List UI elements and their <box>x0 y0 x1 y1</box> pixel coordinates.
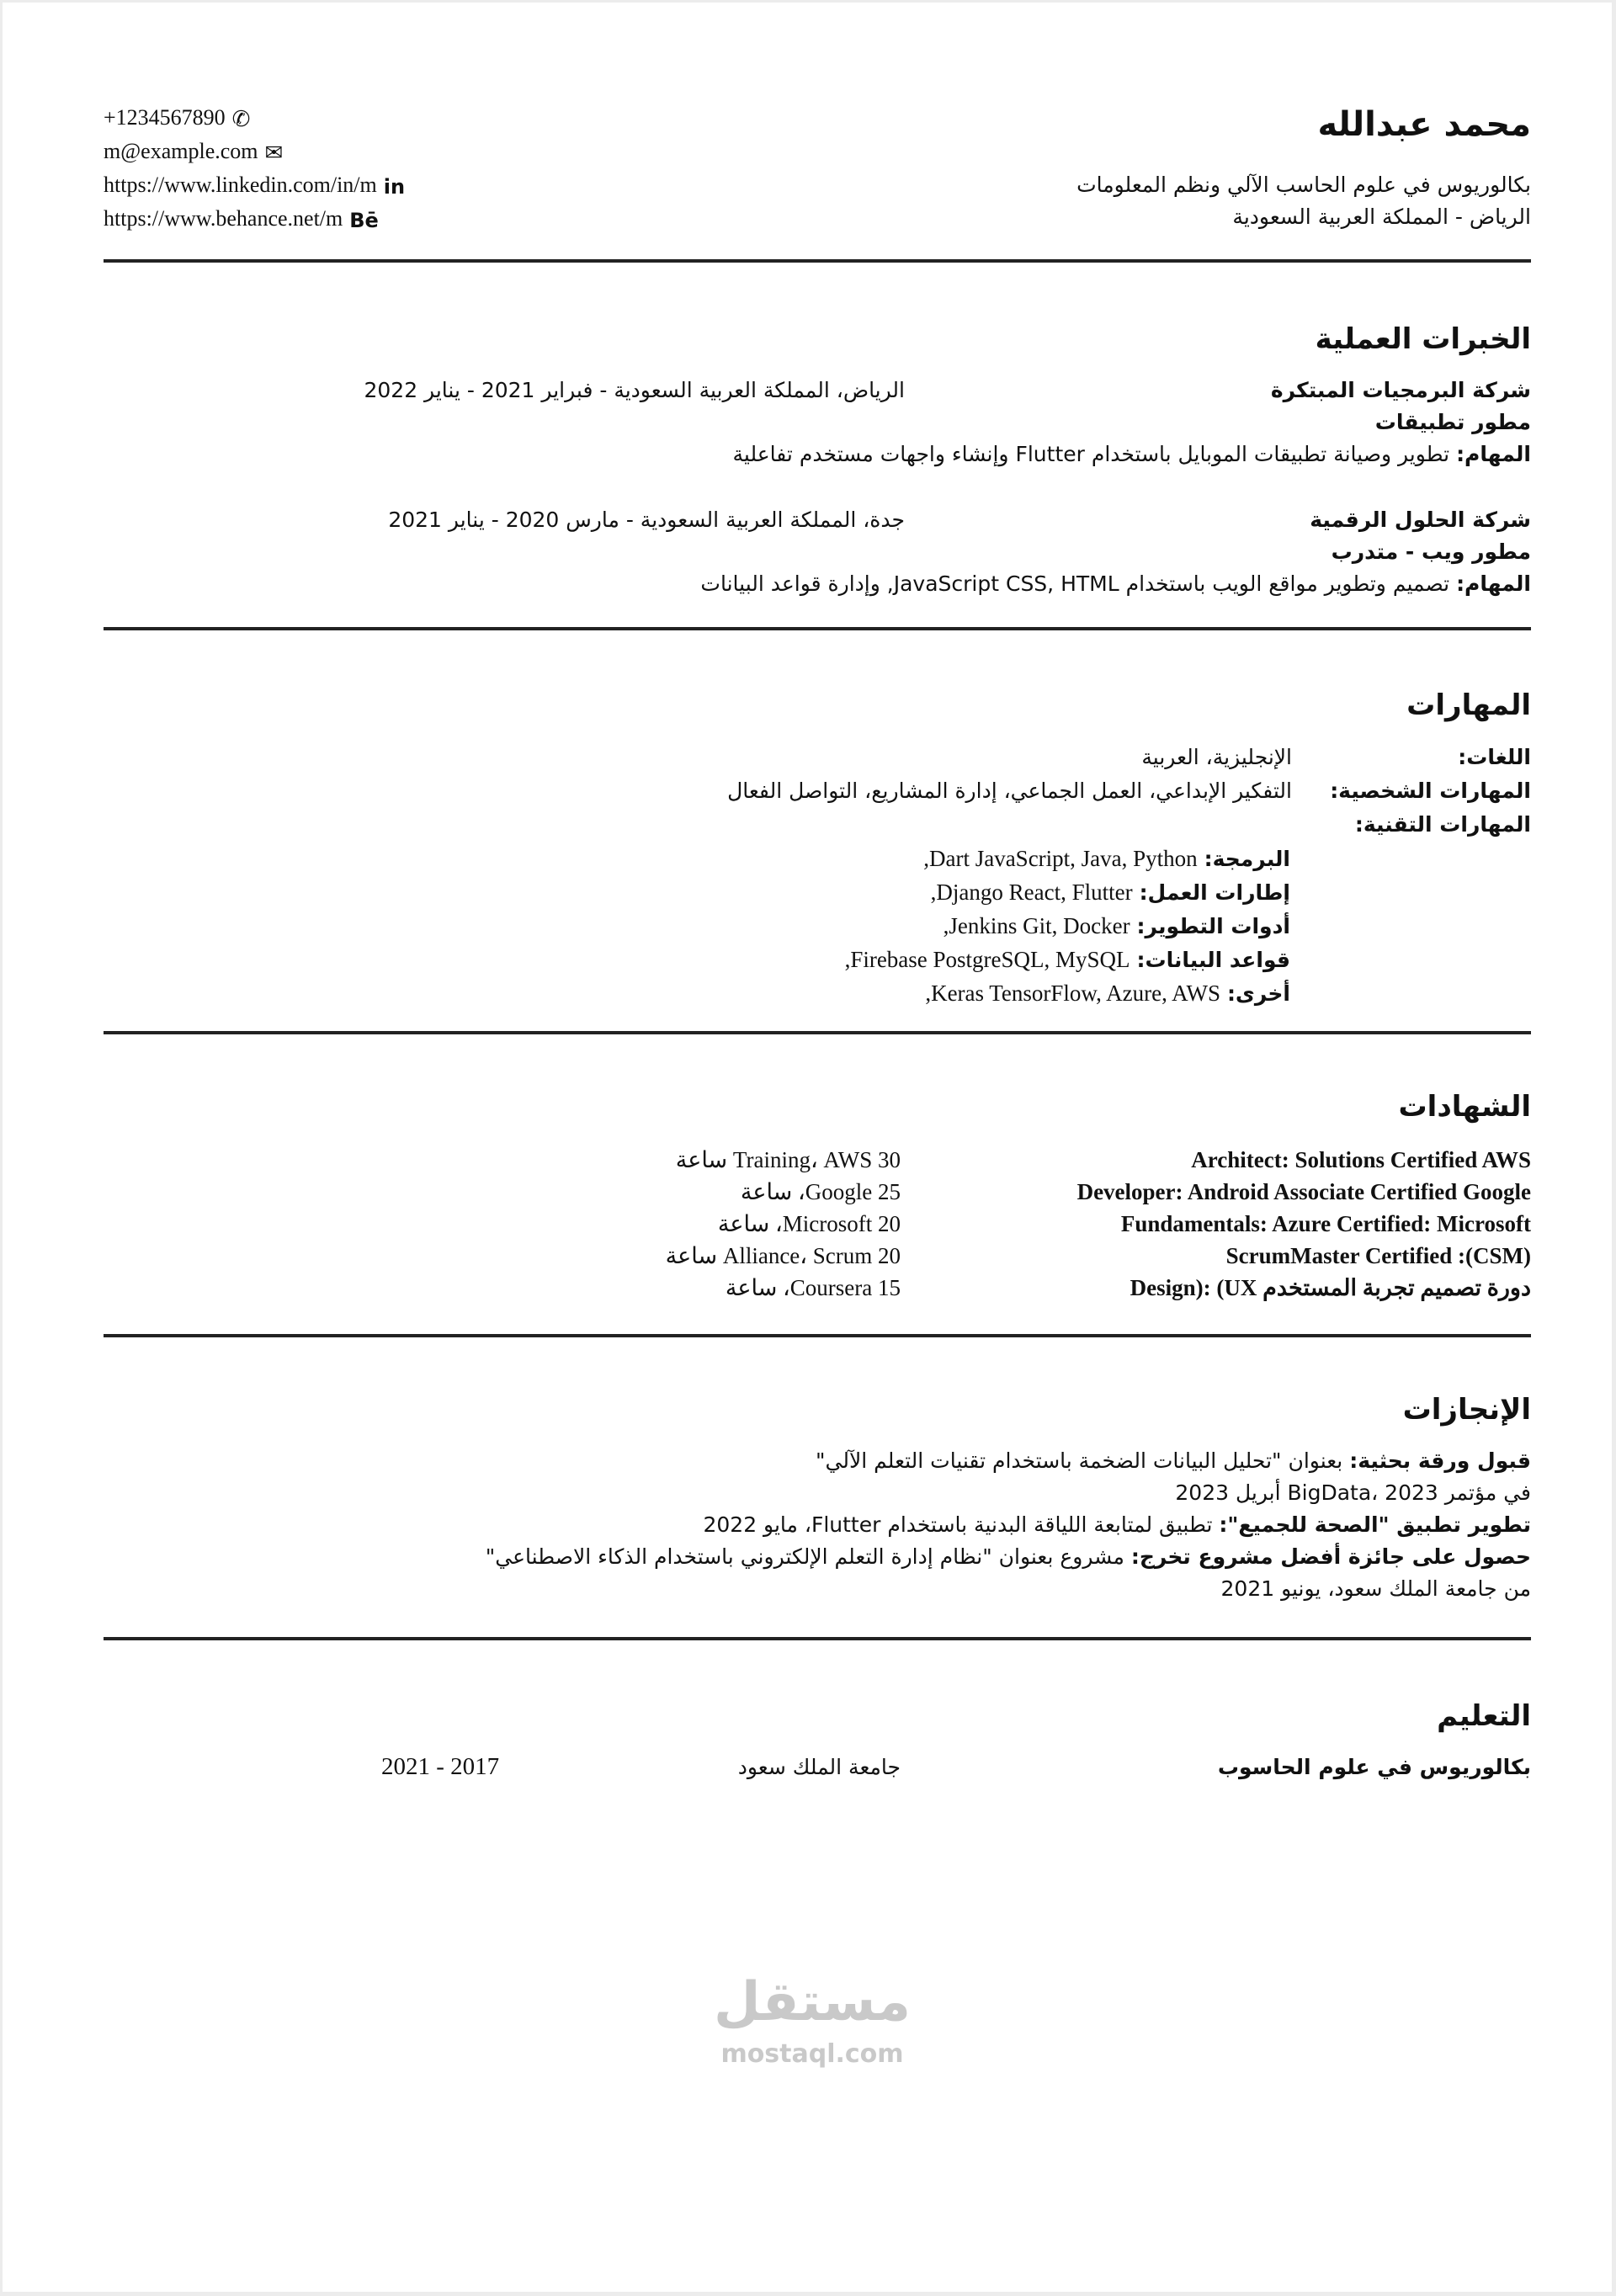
divider <box>104 259 1531 263</box>
section-title-skills: المهارات <box>1406 688 1531 722</box>
tech-skill-row: قواعد البيانات: Firebase PostgreSQL, MySQL, <box>844 947 1290 972</box>
contact-linkedin[interactable]: https://www.linkedin.com/in/m in <box>104 173 406 199</box>
tech-skill-row: أخرى: Keras TensorFlow, Azure, AWS, <box>925 981 1290 1006</box>
section-title-experience: الخبرات العملية <box>1315 322 1531 356</box>
skills-soft-label: المهارات الشخصية: <box>1330 779 1531 803</box>
certificate-detail: 20 Alliance، Scrum ساعة <box>665 1243 901 1268</box>
divider <box>104 1637 1531 1640</box>
skills-tech-label: المهارات التقنية: <box>1354 812 1531 837</box>
divider <box>104 1031 1531 1034</box>
achievement-line: تطوير تطبيق "الصحة للجميع": تطبيق لمتابعة اللياقة البدنية باستخدام Flutter، مايو 2022 <box>703 1512 1531 1537</box>
section-title-achievements: الإنجازات <box>1402 1393 1531 1427</box>
certificate-detail: 30 Training، AWS ساعة <box>675 1147 901 1172</box>
certificate-detail: 25 Google، ساعة <box>740 1179 901 1204</box>
contact-email[interactable]: m@example.com ✉ <box>104 139 284 166</box>
tech-skill-row: أدوات التطوير: Jenkins Git, Docker, <box>943 913 1290 938</box>
certificate-detail: 20 Microsoft، ساعة <box>717 1211 901 1236</box>
achievement-line: في مؤتمر BigData، 2023 أبريل 2023 <box>1175 1480 1531 1505</box>
watermark-site: mostaql.com <box>720 2039 904 2069</box>
education-years: 2021 - 2017 <box>381 1753 500 1780</box>
achievement-line: حصول على جائزة أفضل مشروع تخرج: مشروع بعنوان "نظام إدارة التعلم الإلكتروني باستخدام الذكاء الاصطناعي" <box>485 1544 1531 1569</box>
education-degree: بكالوريوس في علوم الحاسوب <box>1217 1755 1531 1779</box>
tech-skill-row: البرمجة: Dart JavaScript, Java, Python, <box>923 846 1290 871</box>
mostaql-watermark <box>711 1970 913 2069</box>
job-role: مطور ويب - متدرب <box>1331 539 1531 564</box>
divider <box>104 1334 1531 1337</box>
linkedin-icon: in <box>383 175 406 199</box>
resume-page <box>3 3 1612 2292</box>
achievement-line: من جامعة الملك سعود، يونيو 2021 <box>1220 1576 1531 1601</box>
job-tasks: المهام: تصميم وتطوير مواقع الويب باستخدام JavaScript CSS, HTML, وإدارة قواعد البيانات <box>700 571 1531 596</box>
contact-behance[interactable]: https://www.behance.net/m Bē <box>104 206 379 233</box>
candidate-name: محمد عبدالله <box>1317 105 1531 144</box>
phone-icon: ✆ <box>231 107 251 132</box>
certificate-name: دورة تصميم تجربة المستخدم Design): (UX <box>1130 1275 1531 1300</box>
watermark-brand: مستقل <box>713 1971 912 2033</box>
candidate-location: الرياض - المملكة العربية السعودية <box>1232 205 1531 229</box>
section-title-education: التعليم <box>1437 1699 1531 1733</box>
certificate-name: (CSM): ScrumMaster Certified <box>1225 1243 1531 1268</box>
certificate-name: Developer: Android Associate Certified Google <box>1076 1179 1531 1204</box>
tech-skill-row: إطارات العمل: Django React, Flutter, <box>930 880 1290 905</box>
section-title-certificates: الشهادات <box>1398 1090 1531 1124</box>
job-company: شركة الحلول الرقمية <box>1310 508 1531 532</box>
job-tasks: المهام: تطوير وصيانة تطبيقات الموبايل باستخدام Flutter وإنشاء واجهات مستخدم تفاعلية <box>732 442 1531 466</box>
divider <box>104 627 1531 630</box>
candidate-degree: بكالوريوس في علوم الحاسب الآلي ونظم المعلومات <box>1076 173 1531 197</box>
skills-languages-label: اللغات: <box>1458 745 1531 769</box>
skills-soft: التفكير الإبداعي، العمل الجماعي، إدارة المشاريع، التواصل الفعال <box>727 779 1292 803</box>
envelope-icon: ✉ <box>264 141 284 166</box>
job-location-dates: جدة، المملكة العربية السعودية - مارس 2020 - يناير 2021 <box>388 508 905 532</box>
behance-icon: Bē <box>349 209 379 233</box>
job-role: مطور تطبيقات <box>1374 410 1531 434</box>
certificate-detail: 15 Coursera، ساعة <box>725 1275 901 1300</box>
certificate-name: Fundamentals: Azure Certified: Microsoft <box>1120 1211 1531 1236</box>
job-company: شركة البرمجيات المبتكرة <box>1270 378 1531 402</box>
skills-languages: الإنجليزية، العربية <box>1141 745 1292 769</box>
achievement-line: قبول ورقة بحثية: بعنوان "تحليل البيانات الضخمة باستخدام تقنيات التعلم الآلي" <box>816 1448 1531 1473</box>
education-university: جامعة الملك سعود <box>737 1755 901 1779</box>
contact-phone[interactable]: +1234567890 ✆ <box>104 105 251 132</box>
certificate-name: Architect: Solutions Certified AWS <box>1191 1147 1531 1172</box>
job-location-dates: الرياض، المملكة العربية السعودية - فبراير 2021 - يناير 2022 <box>364 378 905 402</box>
